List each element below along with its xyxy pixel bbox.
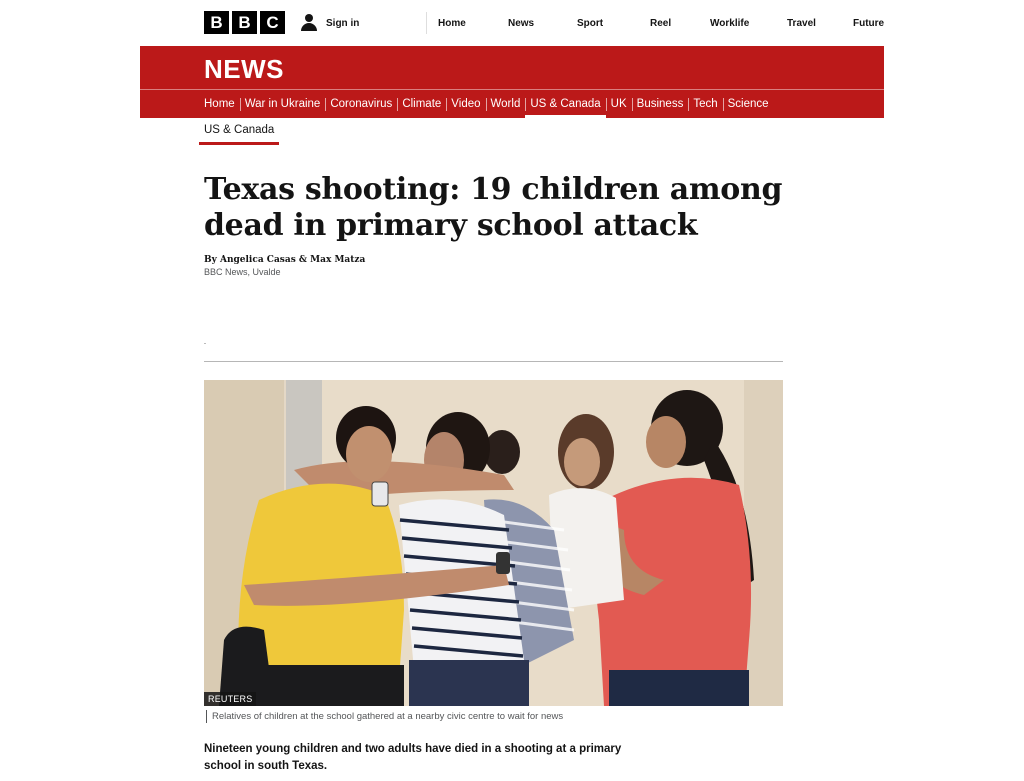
photo-credit: REUTERS [204,692,256,706]
news-nav-home[interactable]: Home [204,98,235,110]
article-headline: Texas shooting: 19 children among dead in primary school attack [204,172,783,243]
byline-location: BBC News, Uvalde [204,267,281,277]
news-nav-video[interactable]: Video [446,90,485,118]
nav-divider [426,12,427,34]
news-nav-tech[interactable]: Tech [688,90,722,118]
topnav-home[interactable]: Home [438,17,466,29]
news-nav-us-canada[interactable]: US & Canada [525,90,605,118]
news-title[interactable]: NEWS [204,54,284,84]
topnav-sport[interactable]: Sport [577,17,604,29]
topnav-travel[interactable]: Travel [787,17,816,29]
bbc-logo[interactable] [204,11,285,34]
article-lede: Nineteen young children and two adults have died in a shooting at a primary school in south Texas. [204,743,622,772]
section-underline [199,142,279,145]
masthead [204,10,884,36]
bbc-logo-letter: B [232,11,257,34]
topnav-reel[interactable]: Reel [650,17,672,29]
news-nav-climate[interactable]: Climate [397,90,446,118]
divider-dot [204,343,206,344]
news-header [140,46,884,118]
bbc-logo-letter: C [260,11,285,34]
topnav-future[interactable]: Future [853,17,885,29]
news-nav [204,90,774,118]
news-nav-uk[interactable]: UK [606,90,632,118]
byline: By Angelica Casas & Max Matza [204,255,366,265]
bbc-logo-letter: B [204,11,229,34]
topnav-worklife[interactable]: Worklife [710,17,750,29]
user-icon [300,14,318,32]
sign-in-link[interactable] [300,12,359,34]
news-nav-coronavirus[interactable]: Coronavirus [325,90,397,118]
news-nav-world[interactable]: World [486,90,526,118]
news-nav-science[interactable]: Science [723,90,774,118]
top-nav [426,10,885,36]
photo-caption: Relatives of children at the school gathered at a nearby civic centre to wait for news [206,710,563,723]
article-photo [204,380,783,706]
divider-rule [204,361,783,362]
news-nav-business[interactable]: Business [632,90,689,118]
topnav-news[interactable]: News [508,17,535,29]
sign-in-label: Sign in [326,17,360,29]
section-label[interactable]: US & Canada [204,124,275,136]
news-nav-war-in-ukraine[interactable]: War in Ukraine [240,90,326,118]
photo-illustration [204,380,783,706]
